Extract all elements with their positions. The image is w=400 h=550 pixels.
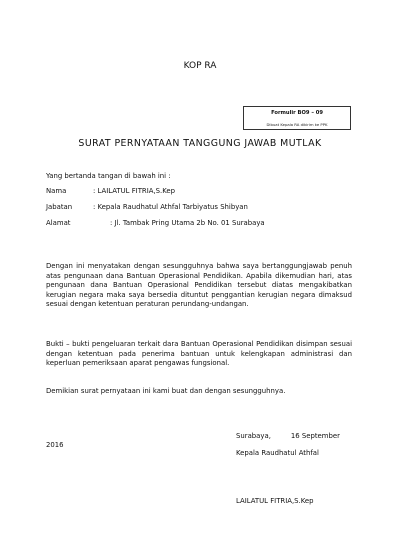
identity-label: Nama — [46, 187, 67, 195]
form-code-box — [243, 106, 351, 130]
identity-value: : Jl. Tambak Pring Utama 2b No. 01 Surabaya — [110, 219, 265, 227]
signature-city: Surabaya, — [236, 432, 271, 440]
signature-place-date — [236, 432, 340, 440]
letterhead-placeholder: KOP RA — [183, 61, 217, 71]
signature-date: 16 September — [290, 432, 340, 440]
identity-value: : Kepala Raudhatul Athfal Tarbiyatus Shibyan — [93, 203, 248, 211]
closing-paragraph: Demikian surat pernyataan ini kami buat dan dengan sesungguhnya. — [46, 387, 286, 395]
identity-value: : LAILATUL FITRIA,S.Kep — [93, 187, 175, 195]
document-title: SURAT PERNYATAAN TANGGUNG JAWAB MUTLAK — [78, 138, 322, 149]
signature-name: LAILATUL FITRIA,S.Kep — [236, 497, 314, 505]
signature-year: 2016 — [46, 441, 64, 449]
form-code: Formulir BO9 – 09 — [271, 110, 323, 116]
statement-paragraph: Dengan ini menyatakan dengan sesungguhnya bahwa saya bertanggungjawab penuh atas pengunaan dana Bantuan Operasional Pendidikan. Apabila dikemudian hari, atas pengunaan dana Bantuan Operasional Pendidikan tersebut diatas mengakibatkan kerugian negara maka saya bersedia dituntut penggantian kerugian negara dimaksud sesuai dengan ketentuan peraturan perundang-undangan. — [46, 262, 352, 309]
evidence-paragraph: Bukti – bukti pengeluaran terkait dara Bantuan Operasional Pendidikan disimpan sesuai dengan ketentuan pada penerima bantuan untuk kelengkapan administrasi dan keperluan pemeriksaan aparat pengawas fungsional. — [46, 340, 352, 368]
identity-label: Alamat — [46, 219, 71, 227]
identity-label: Jabatan — [46, 203, 73, 211]
signature-position: Kepala Raudhatul Athfal — [236, 449, 319, 457]
intro-line: Yang bertanda tangan di bawah ini : — [46, 172, 171, 180]
form-note: Dibuat Kepala RA dikirim ke PPK — [266, 122, 328, 127]
